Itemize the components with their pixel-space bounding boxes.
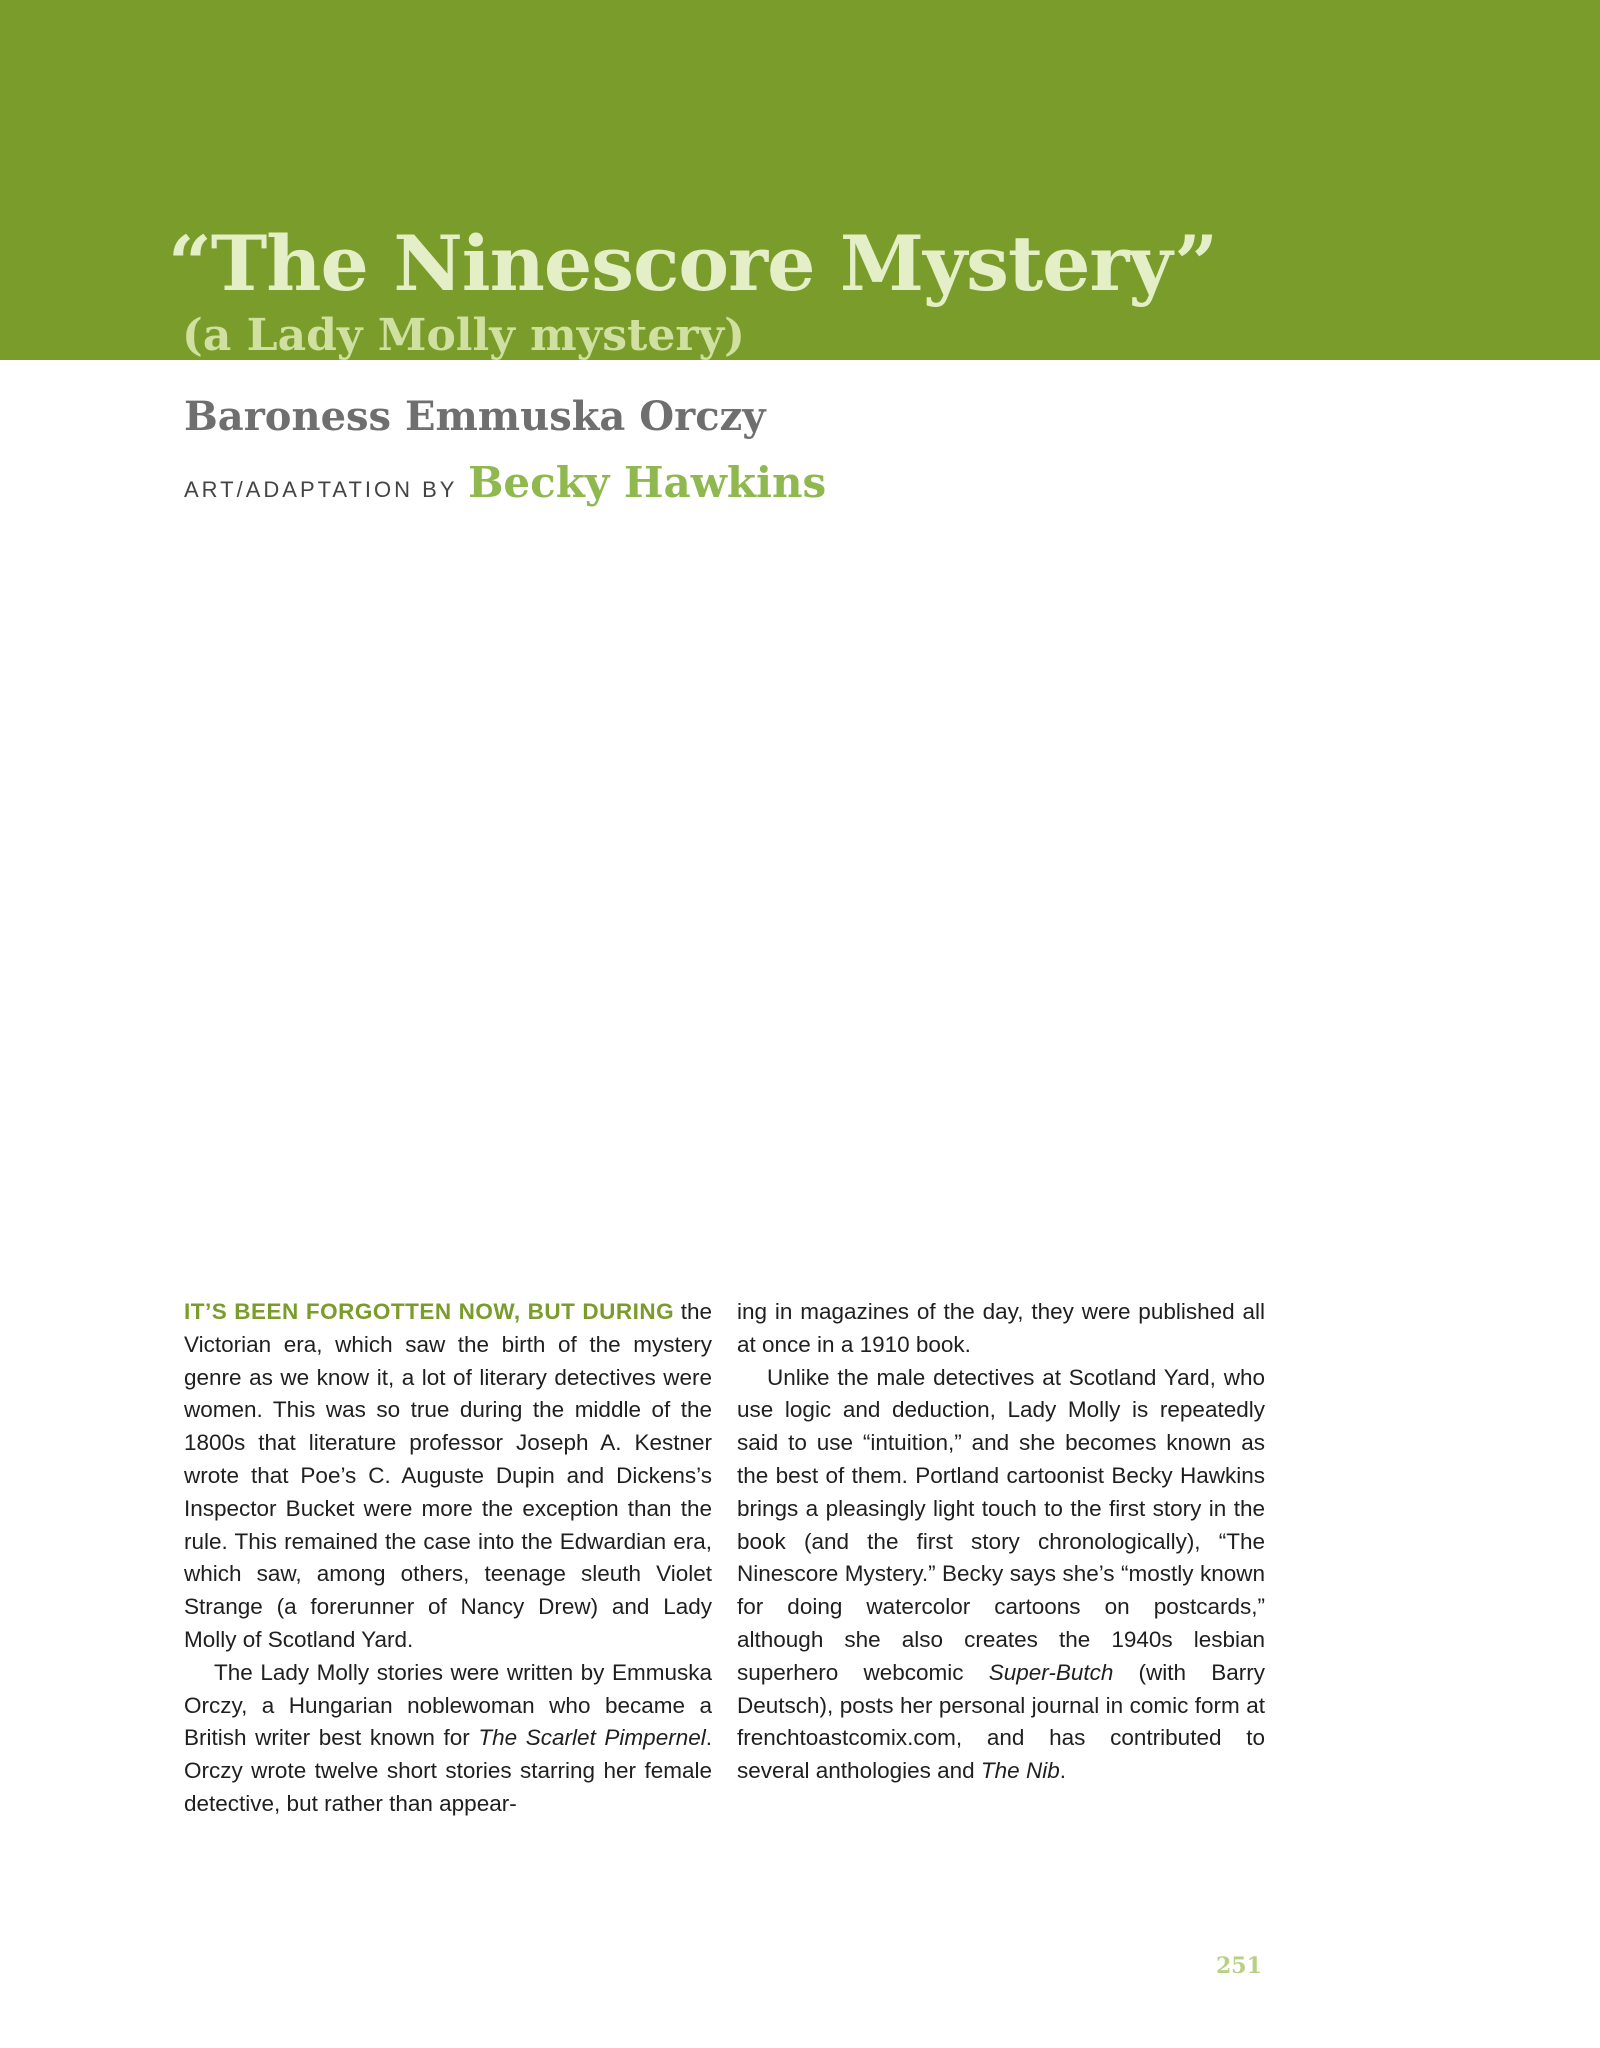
lead-in: IT’S BEEN FORGOTTEN NOW, BUT DURING [184,1299,675,1324]
page-number: 251 [1216,1953,1262,1979]
article-column-right [737,1296,1265,1788]
story-subtitle: (a Lady Molly mystery) [182,310,745,361]
book-title: The Scarlet Pimpernel [478,1725,706,1751]
paragraph-text: (with Barry Deutsch), posts her personal journal in comic form at frenchtoastcomix.com, and has contributed to several anthologies and [737,1659,1265,1784]
story-title: “The Ninescore Mystery” [168,219,1218,308]
credit-label: ART/ADAPTATION BY [184,477,458,502]
paragraph-text: . Orczy wrote twelve short stories starring her female detective, but rather than appear- [184,1725,712,1816]
author-name: Baroness Emmuska Orczy [184,393,766,440]
paragraph-text: Unlike the male detectives at Scotland Yard, who use logic and deduction, Lady Molly is repeatedly said to use “intuition,” and she becomes known as the best of them. Portland cartoonist Becky Hawkins brings a pleasingly light touch to the first story in the book (and the first story chronologically), “The Ninescore Mystery.” Becky says she’s “mostly known for doing watercolor cartoons on postcards,” although she also creates the 1940s lesbian superhero webcomic [737,1364,1265,1685]
publication-title: The Nib [980,1758,1060,1784]
article-column-left [184,1296,712,1821]
article-paragraph-continued: ing in magazines of the day, they were published all at once in a 1910 book. [737,1299,1265,1357]
article-paragraph-3 [737,1362,1265,1788]
paragraph-text: . [1059,1758,1066,1784]
paragraph-text: The Lady Molly stories were written by Emmuska Orczy, a Hungarian noblewoman who became a British writer best known for [184,1659,712,1751]
article-paragraph-2 [184,1657,712,1821]
paragraph-text: the Victorian era, which saw the birth of the mystery genre as we know it, a lot of literary detectives were women. This was so true during the middle of the 1800s that literature professor Joseph A. Kestner wrote that Poe’s C. Auguste Dupin and Dickens’s Inspector Bucket were more the exception than the rule. This remained the case into the Edwardian era, which saw, among others, teenage sleuth Violet Strange (a forerunner of Nancy Drew) and Lady Molly of Scotland Yard. [184,1299,712,1652]
adaptation-credit [184,458,826,507]
webcomic-title: Super-Butch [988,1659,1114,1685]
credit-name: Becky Hawkins [467,458,827,507]
article-paragraph-1 [184,1296,712,1657]
